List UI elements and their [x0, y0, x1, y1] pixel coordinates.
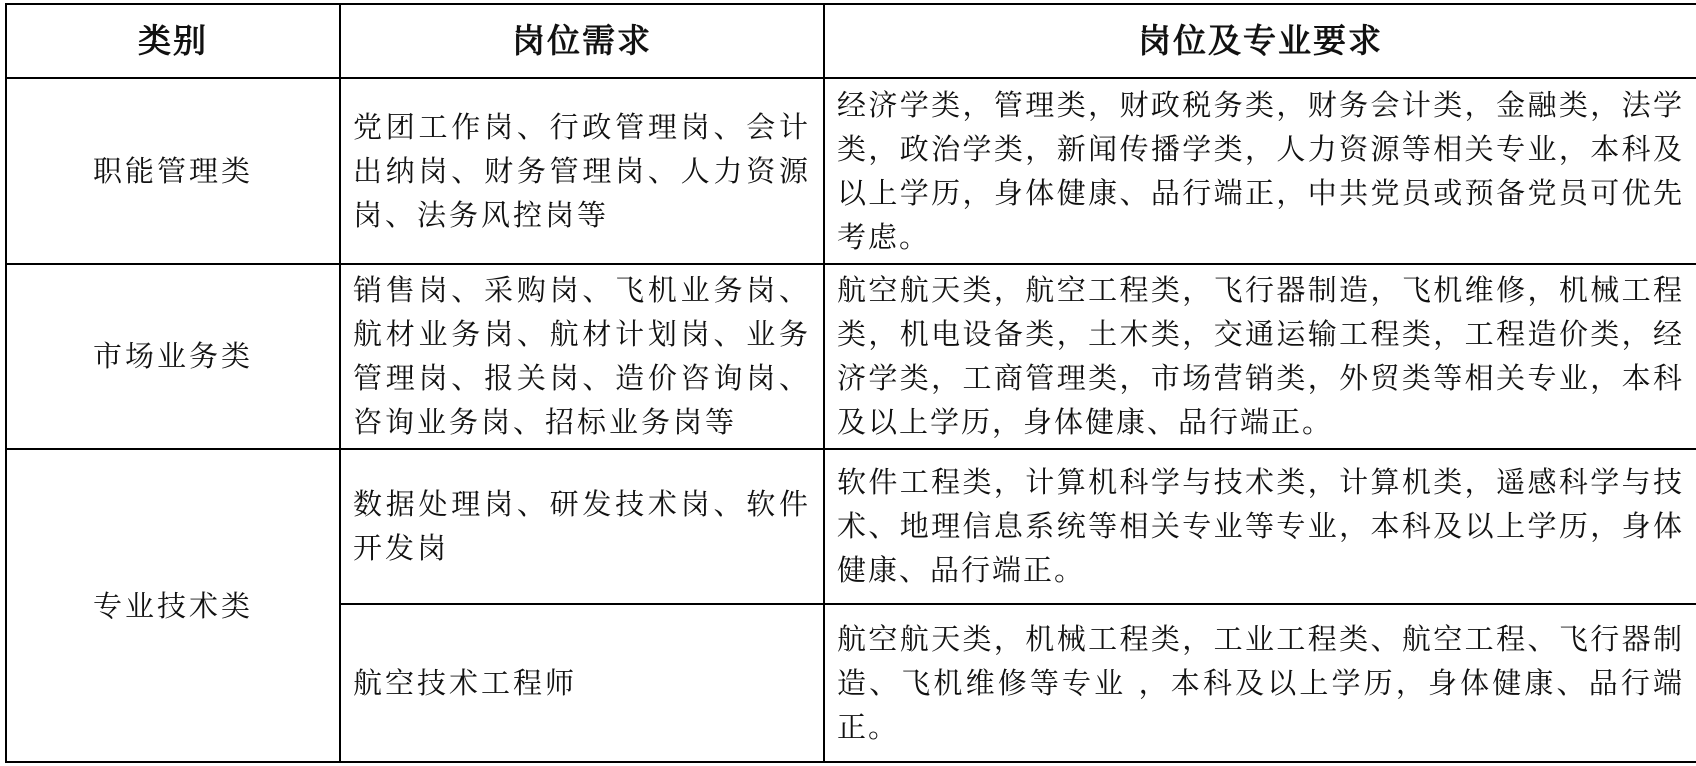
header-row	[6, 4, 1696, 78]
category-cell: 专业技术类	[6, 449, 340, 762]
table-row	[6, 264, 1696, 450]
category-cell: 市场业务类	[6, 264, 340, 450]
position-cell: 数据处理岗、研发技术岗、软件开发岗	[340, 449, 824, 603]
requirement-cell: 经济学类，管理类，财政税务类，财务会计类，金融类，法学类，政治学类，新闻传播学类，人力资源等相关专业，本科及以上学历，身体健康、品行端正，中共党员或预备党员可优先考虑。	[824, 78, 1696, 264]
table-row	[6, 78, 1696, 264]
category-cell: 职能管理类	[6, 78, 340, 264]
requirement-cell: 航空航天类，机械工程类，工业工程类、航空工程、飞行器制造、飞机维修等专业 ，本科及以上学历，身体健康、品行端正。	[824, 604, 1696, 763]
header-requirement: 岗位及专业要求	[824, 4, 1696, 78]
table-row	[6, 449, 1696, 603]
position-cell: 党团工作岗、行政管理岗、会计出纳岗、财务管理岗、人力资源岗、法务风控岗等	[340, 78, 824, 264]
header-position: 岗位需求	[340, 4, 824, 78]
position-cell: 航空技术工程师	[340, 604, 824, 763]
header-category: 类别	[6, 4, 340, 78]
requirement-cell: 航空航天类，航空工程类，飞行器制造，飞机维修，机械工程类，机电设备类，土木类，交通运输工程类，工程造价类，经济学类，工商管理类，市场营销类，外贸类等相关专业，本科及以上学历，身体健康、品行端正。	[824, 264, 1696, 450]
job-requirements-table	[5, 3, 1696, 763]
requirement-cell: 软件工程类，计算机科学与技术类，计算机类，遥感科学与技术、地理信息系统等相关专业等专业，本科及以上学历，身体健康、品行端正。	[824, 449, 1696, 603]
position-cell: 销售岗、采购岗、飞机业务岗、航材业务岗、航材计划岗、业务管理岗、报关岗、造价咨询岗、咨询业务岗、招标业务岗等	[340, 264, 824, 450]
